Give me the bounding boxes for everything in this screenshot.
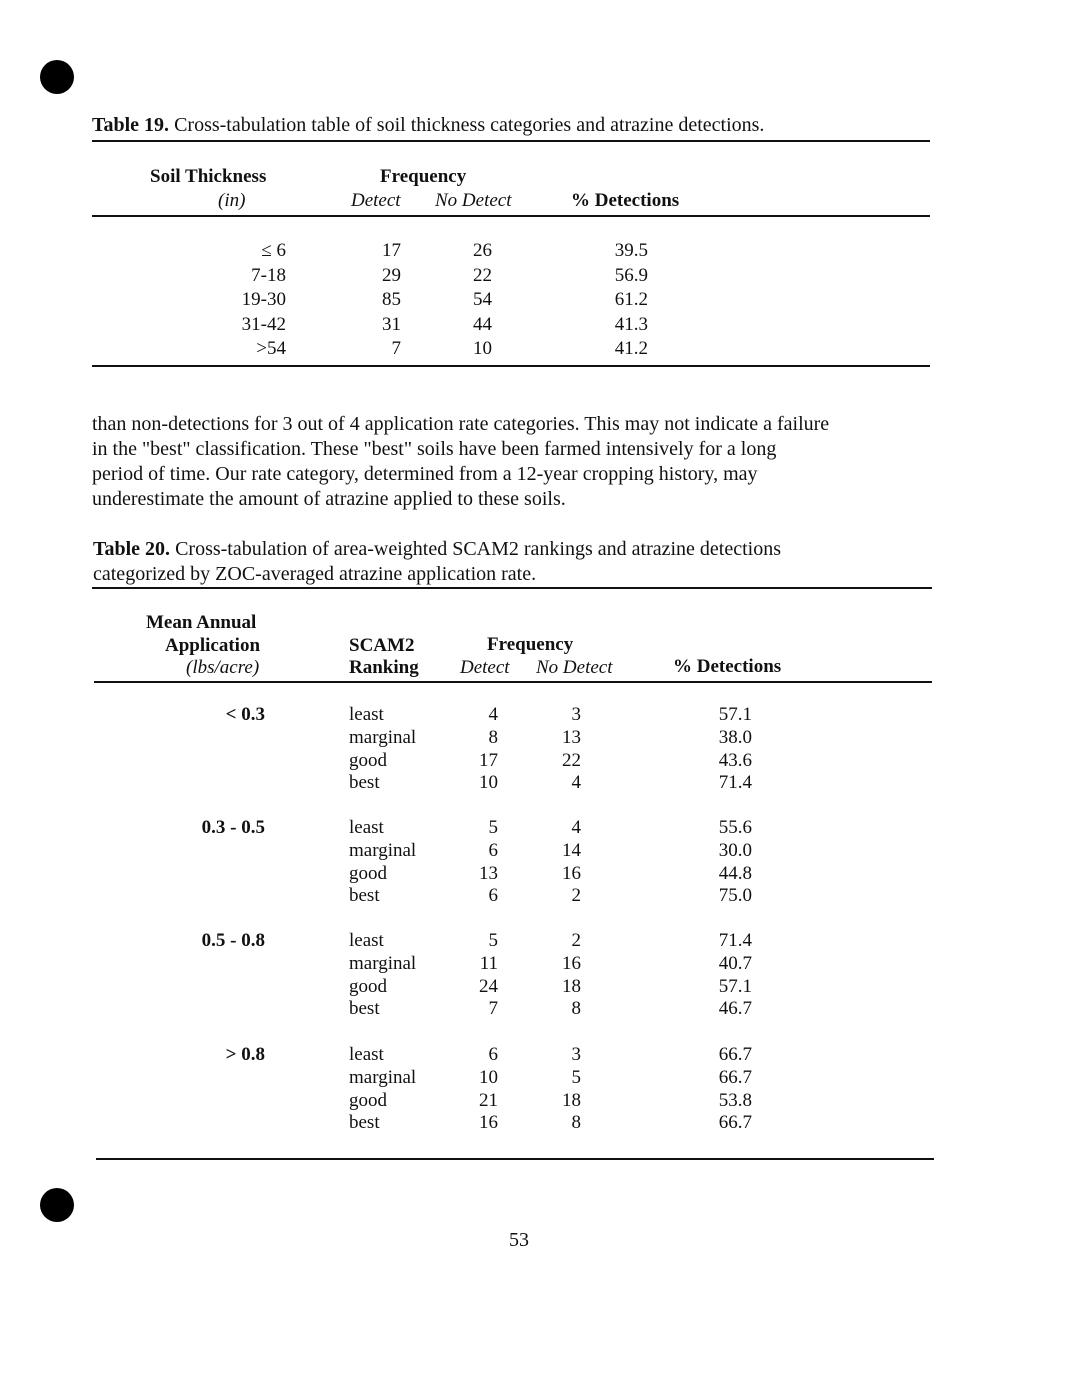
table19-cell-detect: 31 bbox=[382, 313, 401, 335]
table20-cell-nodetect: 8 bbox=[571, 998, 581, 1020]
table20-cell-detect: 21 bbox=[479, 1089, 498, 1111]
table19-cell-pct: 56.9 bbox=[614, 264, 648, 286]
table19-cell-detect: 7 bbox=[391, 338, 401, 359]
table19-header-soil: Soil Thickness bbox=[150, 166, 267, 187]
table20-cell-detect: 10 bbox=[479, 772, 498, 794]
table20-cell-ranking: least bbox=[349, 930, 384, 951]
table19-cell-pct: 41.3 bbox=[614, 313, 648, 335]
table20-cell-rate: 0.3 - 0.5 bbox=[201, 817, 265, 838]
table20-cell-detect: 5 bbox=[488, 817, 498, 838]
table20-cell-detect: 6 bbox=[488, 839, 498, 861]
table20-cell-ranking: best bbox=[349, 998, 380, 1020]
table19-cell-pct: 39.5 bbox=[614, 240, 648, 261]
table20-caption-line2: categorized by ZOC-averaged atrazine application rate. bbox=[93, 563, 537, 585]
table20-cell-nodetect: 2 bbox=[571, 930, 581, 951]
table20-cell-nodetect: 4 bbox=[571, 772, 581, 794]
table20-cell-nodetect: 16 bbox=[562, 862, 581, 884]
table20-cell-rate: < 0.3 bbox=[225, 704, 265, 725]
table20-bottom-rule bbox=[96, 1158, 934, 1160]
table20-cell-detect: 6 bbox=[488, 885, 498, 907]
table20-cell-ranking: marginal bbox=[349, 1066, 417, 1088]
table20-cell-pct: 44.8 bbox=[718, 862, 752, 884]
table20-cell-pct: 71.4 bbox=[718, 772, 752, 794]
table20-cell-detect: 4 bbox=[488, 704, 498, 725]
paragraph-line: period of time. Our rate category, determined from a 12-year cropping history, may bbox=[92, 463, 758, 485]
table20-header-rule bbox=[94, 681, 932, 683]
table20-cell-nodetect: 22 bbox=[562, 749, 581, 771]
table20-header-frequency: Frequency bbox=[487, 634, 574, 655]
table20-cell-ranking: good bbox=[349, 975, 387, 997]
table20-cell-pct: 66.7 bbox=[718, 1044, 752, 1065]
table19-bottom-rule bbox=[92, 365, 930, 367]
table20-header-pct: % Detections bbox=[673, 656, 782, 677]
table20-cell-pct: 38.0 bbox=[718, 726, 752, 748]
table20-cell-detect: 10 bbox=[479, 1066, 498, 1088]
table20-cell-pct: 53.8 bbox=[718, 1089, 752, 1111]
table19-cell-pct: 61.2 bbox=[614, 289, 648, 310]
table20-cell-nodetect: 8 bbox=[571, 1112, 581, 1134]
table20-cell-pct: 40.7 bbox=[718, 952, 752, 974]
table20-top-rule bbox=[92, 587, 932, 589]
punch-hole-top bbox=[40, 60, 74, 94]
table20-cell-detect: 7 bbox=[488, 998, 498, 1020]
table20-cell-ranking: best bbox=[349, 1112, 380, 1134]
table19-cell-nodetect: 54 bbox=[473, 289, 492, 310]
table19-cell-thickness: >54 bbox=[256, 338, 286, 359]
table20-header-app2: Application bbox=[165, 635, 261, 656]
table19-cell-nodetect: 44 bbox=[473, 313, 492, 335]
table19-cell-thickness: 19-30 bbox=[241, 289, 286, 310]
table20-cell-detect: 6 bbox=[488, 1044, 498, 1065]
table20-cell-detect: 5 bbox=[488, 930, 498, 951]
table20-cell-nodetect: 5 bbox=[571, 1066, 581, 1088]
table20-cell-pct: 57.1 bbox=[718, 975, 752, 997]
table19-header-detect: Detect bbox=[351, 190, 401, 211]
table20-cell-ranking: good bbox=[349, 862, 387, 884]
table20-cell-pct: 43.6 bbox=[718, 749, 752, 771]
table20-cell-ranking: marginal bbox=[349, 952, 417, 974]
table19-caption bbox=[92, 114, 764, 137]
table20-cell-ranking: good bbox=[349, 1089, 387, 1111]
table20-cell-pct: 71.4 bbox=[718, 930, 752, 951]
table19-cell-pct: 41.2 bbox=[614, 338, 648, 359]
table20-cell-rate: 0.5 - 0.8 bbox=[201, 930, 265, 951]
table20-cell-rate: > 0.8 bbox=[225, 1044, 265, 1065]
table20-cell-ranking: best bbox=[349, 772, 380, 794]
table19-cell-thickness: ≤ 6 bbox=[261, 240, 286, 261]
table20-cell-detect: 16 bbox=[479, 1112, 498, 1134]
table20-cell-pct: 75.0 bbox=[718, 885, 752, 907]
paragraph-line: underestimate the amount of atrazine applied to these soils. bbox=[92, 488, 566, 510]
table20-cell-detect: 24 bbox=[479, 975, 498, 997]
paragraph-line: than non-detections for 3 out of 4 application rate categories. This may not indicate a failure bbox=[92, 413, 830, 435]
table20-caption bbox=[93, 537, 781, 587]
table20-cell-nodetect: 3 bbox=[571, 704, 581, 725]
table20-cell-detect: 17 bbox=[479, 749, 498, 771]
table19-cell-thickness: 7-18 bbox=[251, 264, 286, 286]
table20-cell-nodetect: 2 bbox=[571, 885, 581, 907]
table19-cell-nodetect: 26 bbox=[473, 240, 492, 261]
table19-caption-text: Cross-tabulation table of soil thickness categories and atrazine detections. bbox=[174, 114, 765, 136]
table20-cell-nodetect: 4 bbox=[571, 817, 581, 838]
table20-cell-nodetect: 18 bbox=[562, 1089, 581, 1111]
table20-cell-ranking: marginal bbox=[349, 839, 417, 861]
table20-cell-pct: 46.7 bbox=[718, 998, 752, 1020]
table20-cell-detect: 13 bbox=[479, 862, 498, 884]
table20-cell-ranking: best bbox=[349, 885, 380, 907]
table19-top-rule bbox=[92, 140, 930, 142]
table20-cell-detect: 8 bbox=[488, 726, 498, 748]
table20-cell-ranking: least bbox=[349, 704, 384, 725]
table19-header-soil-unit: (in) bbox=[218, 190, 246, 211]
table20-caption-line1: Cross-tabulation of area-weighted SCAM2 rankings and atrazine detections bbox=[175, 538, 781, 560]
page-number: 53 bbox=[509, 1229, 529, 1251]
table20-label: Table 20. bbox=[93, 538, 171, 560]
table20-cell-detect: 11 bbox=[479, 952, 498, 974]
table19-label: Table 19. bbox=[92, 114, 170, 136]
table19-header-nodetect: No Detect bbox=[435, 190, 512, 211]
table20-cell-pct: 66.7 bbox=[718, 1066, 752, 1088]
table20-cell-nodetect: 16 bbox=[562, 952, 581, 974]
table19-cell-detect: 17 bbox=[382, 240, 401, 261]
table20-cell-pct: 66.7 bbox=[718, 1112, 752, 1134]
table19-cell-nodetect: 22 bbox=[473, 264, 492, 286]
table20-cell-ranking: good bbox=[349, 749, 387, 771]
table20-header-app-unit: (lbs/acre) bbox=[186, 657, 260, 678]
body-paragraph bbox=[92, 412, 942, 512]
table20-cell-pct: 57.1 bbox=[718, 704, 752, 725]
table20-cell-nodetect: 3 bbox=[571, 1044, 581, 1065]
table20-cell-pct: 55.6 bbox=[718, 817, 752, 838]
table20-header-detect: Detect bbox=[460, 657, 510, 678]
table19-header-pct: % Detections bbox=[571, 190, 680, 211]
paragraph-line: in the "best" classification. These "best" soils have been farmed intensively for a long bbox=[92, 438, 777, 460]
table20-header-app1: Mean Annual bbox=[146, 612, 257, 633]
table19-cell-detect: 29 bbox=[382, 264, 401, 286]
table20-cell-nodetect: 14 bbox=[562, 839, 581, 861]
table19-header-rule bbox=[92, 215, 930, 217]
table20-cell-ranking: marginal bbox=[349, 726, 417, 748]
table20-header-scam2: Ranking bbox=[349, 657, 419, 678]
table20-cell-nodetect: 18 bbox=[562, 975, 581, 997]
table19-cell-thickness: 31-42 bbox=[241, 313, 286, 335]
table19-cell-detect: 85 bbox=[382, 289, 401, 310]
table19-header-frequency: Frequency bbox=[380, 166, 467, 187]
table20-header-nodetect: No Detect bbox=[536, 657, 613, 678]
punch-hole-bottom bbox=[40, 1188, 74, 1222]
table19-cell-nodetect: 10 bbox=[473, 338, 492, 359]
table20-header-scam1: SCAM2 bbox=[349, 635, 415, 656]
table20-cell-pct: 30.0 bbox=[718, 839, 752, 861]
table20-cell-ranking: least bbox=[349, 1044, 384, 1065]
table20-cell-nodetect: 13 bbox=[562, 726, 581, 748]
table20-cell-ranking: least bbox=[349, 817, 384, 838]
